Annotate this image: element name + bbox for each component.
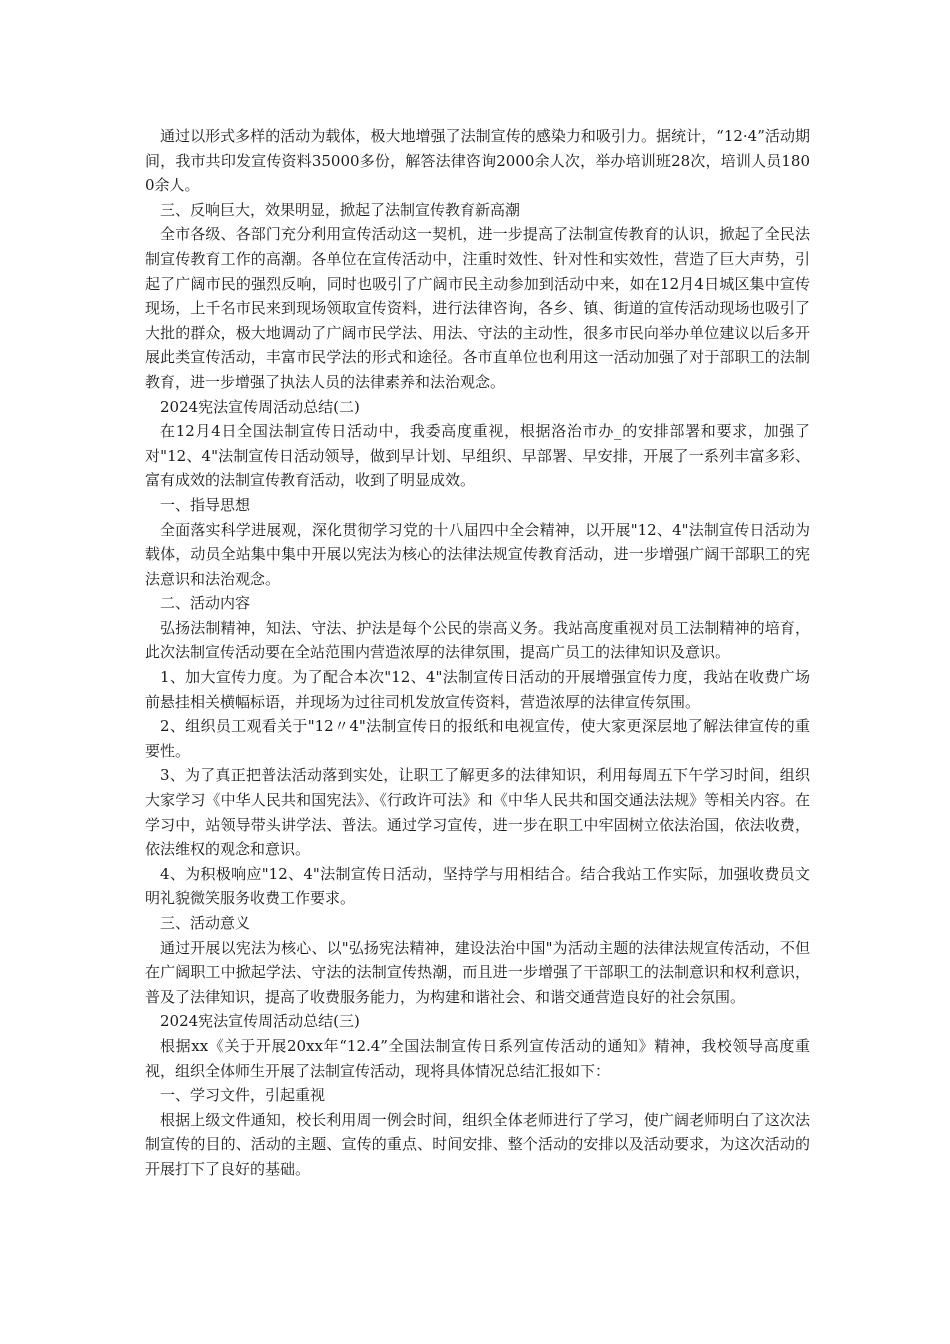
- paragraph: 弘扬法制精神，知法、守法、护法是每个公民的崇高义务。我站高度重视对员工法制精神的培育，此次法制宣传活动要在全站范围内营造浓厚的法律氛围，提高广员工的法律知识及意识。: [145, 618, 810, 662]
- section-heading: 一、学习文件，引起重视: [160, 1086, 326, 1105]
- paragraph: 根据上级文件通知，校长利用周一例会时间，组织全体老师进行了学习，使广阔老师明白了这次法制宣传的目的、活动的主题、宣传的重点、时间安排、整个活动的安排以及活动要求，为这次活动的开展打下了良好的基础。: [145, 1110, 810, 1178]
- section-heading: 三、反响巨大，效果明显，掀起了法制宣传教育新高潮: [160, 200, 521, 219]
- paragraph: 通过开展以宪法为核心、以"弘扬宪法精神，建设法治中国"为活动主题的法律法规宣传活动，不但在广阔职工中掀起学法、守法的法制宣传热潮，而且进一步增强了干部职工的法制意识和权利意识，普及了法律知识，提高了收费服务能力，为构建和谐社会、和谐交通营造良好的社会氛围。: [145, 938, 810, 1006]
- paragraph: 在12月4日全国法制宣传日活动中，我委高度重视，根据洛治市办_的安排部署和要求，加强了对"12、4"法制宣传日活动领导，做到早计划、早组织、早部署、早安排，开展了一系列丰富多彩、富有成效的法制宣传教育活动，收到了明显成效。: [145, 422, 810, 490]
- list-item: 2、组织员工观看关于"12〃4"法制宣传日的报纸和电视宣传，使大家更深层地了解法律宣传的重要性。: [145, 717, 810, 760]
- document-subtitle: 2024宪法宣传周活动总结(三): [160, 1012, 360, 1031]
- paragraph: 通过以形式多样的活动为载体，极大地增强了法制宣传的感染力和吸引力。据统计，“12·4”活动期间，我市共印发宣传资料35000多份，解答法律咨询2000余人次，举办培训班28次，培训人员1800余人。: [145, 127, 810, 195]
- section-heading: 二、活动内容: [160, 594, 251, 613]
- section-heading: 三、活动意义: [160, 914, 251, 932]
- section-heading: 一、指导思想: [160, 495, 251, 514]
- document-page: [145, 124, 810, 1182]
- paragraph: 根据xx《关于开展20xx年“12.4”全国法制宣传日系列宣传活动的通知》精神，我校领导高度重视，组织全体师生开展了法制宣传活动，现将具体情况总结汇报如下：: [145, 1036, 810, 1080]
- document-subtitle: 2024宪法宣传周活动总结(二): [160, 397, 360, 416]
- list-item: 3、为了真正把普法活动落到实处，让职工了解更多的法律知识，利用每周五下午学习时间，组织大家学习《中华人民共和国宪法》、《行政许可法》和《中华人民共和国交通法法规》等相关内容。在学习中，站领导带头讲学法、普法。通过学习宣传，进一步在职工中牢固树立依法治国，依法收费，依法维权的观念和意识。: [145, 766, 810, 859]
- paragraph: 全市各级、各部门充分利用宣传活动这一契机，进一步提高了法制宣传教育的认识，掀起了全民法制宣传教育工作的高潮。各单位在宣传活动中，注重时效性、针对性和实效性，营造了巨大声势，引起了广阔市民的强烈反响，同时也吸引了广阔市民主动参加到活动中来，如在12月4日城区集中宣传现场，上千名市民来到现场领取宣传资料，进行法律咨询，各乡、镇、街道的宣传活动现场也吸引了大批的群众，极大地调动了广阔市民学法、用法、守法的主动性，很多市民向举办单位建议以后多开展此类宣传活动，丰富市民学法的形式和途径。各市直单位也利用这一活动加强了对于部职工的法制教育，进一步增强了执法人员的法律素养和法治观念。: [145, 225, 810, 391]
- list-item: 4、为积极响应"12、4"法制宣传日活动，坚持学与用相结合。结合我站工作实际，加强收费员文明礼貌微笑服务收费工作要求。: [145, 864, 810, 908]
- paragraph: 全面落实科学进展观，深化贯彻学习党的十八届四中全会精神，以开展"12、4"法制宣传日活动为载体，动员全站集中集中开展以宪法为核心的法律法规宣传教育活动，进一步增强广阔干部职工的宪法意识和法治观念。: [145, 520, 810, 588]
- list-item: 1、加大宣传力度。为了配合本次"12、4"法制宣传日活动的开展增强宣传力度，我站在收费广场前悬挂相关横幅标语，并现场为过往司机发放宣传资料，营造浓厚的法律宣传氛围。: [145, 668, 810, 711]
